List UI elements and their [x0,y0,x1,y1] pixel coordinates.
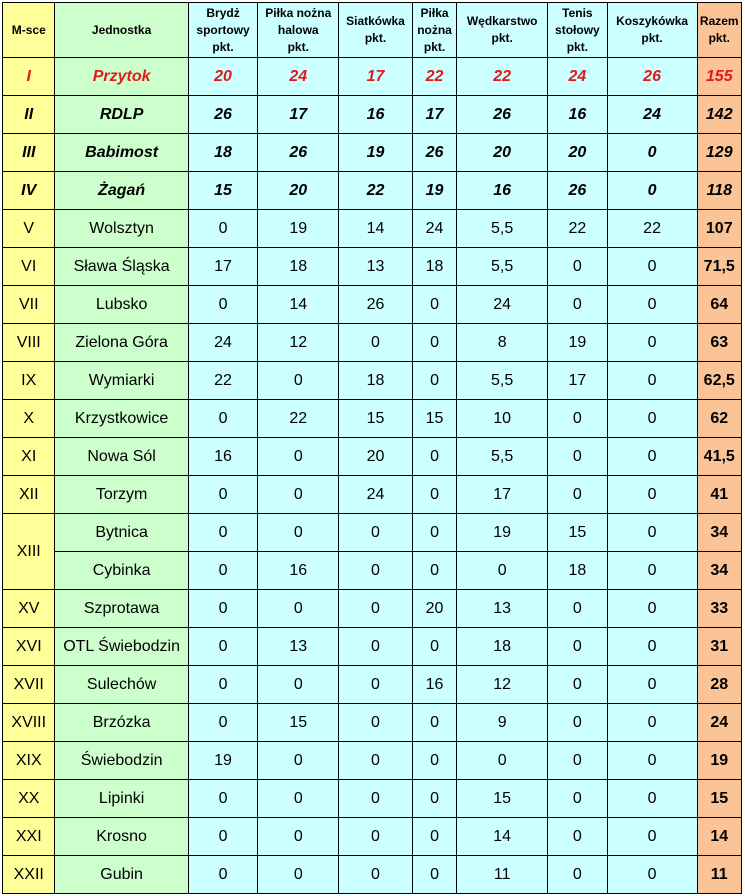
total-cell: 155 [697,58,742,96]
score-cell: 0 [607,780,697,818]
score-cell: 19 [188,742,258,780]
table-row [3,172,742,210]
score-cell: 0 [412,438,456,476]
score-cell: 0 [548,856,608,894]
header-cell-unit [55,3,188,58]
score-cell: 0 [188,666,258,704]
header-label-line: pkt. [641,31,663,45]
score-cell: 26 [258,134,339,172]
total-cell: 118 [697,172,742,210]
header-label-line: sportowy [196,22,250,37]
score-cell: 16 [188,438,258,476]
place-cell: XIII [3,514,55,590]
header-label-line: pkt. [423,39,446,54]
unit-cell: Żagań [55,172,188,210]
table-row [3,818,742,856]
score-cell: 0 [548,400,608,438]
score-cell: 0 [607,514,697,552]
score-cell: 18 [258,248,339,286]
unit-cell: OTL Świebodzin [55,628,188,666]
total-cell: 63 [697,324,742,362]
score-cell: 0 [548,248,608,286]
place-cell: VII [3,286,55,324]
score-cell: 0 [548,818,608,856]
results-table [2,2,742,894]
score-cell: 17 [188,248,258,286]
header-cell-bridge [188,3,258,58]
total-cell: 15 [697,780,742,818]
score-cell: 16 [548,96,608,134]
score-cell: 19 [258,210,339,248]
score-cell: 0 [339,704,413,742]
score-cell: 18 [188,134,258,172]
score-cell: 5,5 [457,248,548,286]
score-cell: 20 [188,58,258,96]
unit-cell: Lipinki [55,780,188,818]
score-cell: 16 [258,552,339,590]
score-cell: 14 [457,818,548,856]
score-cell: 16 [339,96,413,134]
score-cell: 0 [258,780,339,818]
total-cell: 71,5 [697,248,742,286]
total-cell: 41,5 [697,438,742,476]
unit-cell: Wolsztyn [55,210,188,248]
score-cell: 22 [607,210,697,248]
score-cell: 0 [339,324,413,362]
score-cell: 17 [457,476,548,514]
total-cell: 142 [697,96,742,134]
table-row [3,96,742,134]
table-row [3,514,742,552]
score-cell: 0 [412,362,456,400]
header-row [3,3,742,58]
score-cell: 0 [258,438,339,476]
header-label-line: Wędkarstwo [466,14,538,28]
score-cell: 0 [412,324,456,362]
score-cell: 0 [412,704,456,742]
score-cell: 13 [457,590,548,628]
place-cell: XVII [3,666,55,704]
score-cell: 24 [258,58,339,96]
score-cell: 0 [412,742,456,780]
total-cell: 34 [697,514,742,552]
score-cell: 15 [457,780,548,818]
header-label-line: Jednostka [91,22,152,37]
score-cell: 26 [188,96,258,134]
score-cell: 0 [258,818,339,856]
table-row [3,742,742,780]
total-cell: 107 [697,210,742,248]
header-label-line: Razem [699,14,739,28]
score-cell: 8 [457,324,548,362]
total-cell: 34 [697,552,742,590]
place-cell: XVIII [3,704,55,742]
score-cell: 22 [548,210,608,248]
header-cell-total [697,3,742,58]
unit-cell: Krzystkowice [55,400,188,438]
place-cell: XIX [3,742,55,780]
score-cell: 16 [412,666,456,704]
header-label-line: pkt. [491,31,513,45]
score-cell: 24 [607,96,697,134]
score-cell: 20 [258,172,339,210]
score-cell: 15 [412,400,456,438]
score-cell: 15 [339,400,413,438]
total-cell: 28 [697,666,742,704]
score-cell: 0 [188,780,258,818]
score-cell: 22 [412,58,456,96]
score-cell: 5,5 [457,210,548,248]
score-cell: 12 [258,324,339,362]
unit-cell: Gubin [55,856,188,894]
header-label-line: Siatkówka [346,14,405,28]
score-cell: 0 [412,286,456,324]
score-cell: 13 [258,628,339,666]
place-cell: III [3,134,55,172]
unit-cell: Krosno [55,818,188,856]
score-cell: 17 [548,362,608,400]
score-cell: 0 [412,476,456,514]
score-cell: 0 [188,514,258,552]
score-cell: 0 [188,400,258,438]
score-cell: 0 [607,552,697,590]
table-row [3,476,742,514]
score-cell: 19 [548,324,608,362]
total-cell: 62 [697,400,742,438]
table-row [3,400,742,438]
unit-cell: Sława Śląska [55,248,188,286]
score-cell: 0 [188,818,258,856]
place-cell: II [3,96,55,134]
header-label-line: Tenis [562,5,593,20]
place-cell: IX [3,362,55,400]
score-cell: 0 [339,818,413,856]
score-cell: 0 [548,780,608,818]
place-cell: X [3,400,55,438]
score-cell: 0 [339,590,413,628]
unit-cell: Zielona Góra [55,324,188,362]
score-cell: 0 [339,552,413,590]
score-cell: 13 [339,248,413,286]
score-cell: 0 [607,666,697,704]
unit-cell: Lubsko [55,286,188,324]
score-cell: 22 [188,362,258,400]
score-cell: 15 [258,704,339,742]
score-cell: 0 [188,628,258,666]
header-cell-indoor-football [258,3,339,58]
unit-cell: Nowa Sól [55,438,188,476]
header-label-line: stołowy [555,22,600,37]
score-cell: 0 [188,590,258,628]
score-cell: 0 [457,742,548,780]
total-cell: 11 [697,856,742,894]
header-label-line: pkt. [364,31,387,45]
table-row [3,248,742,286]
score-cell: 20 [339,438,413,476]
unit-cell: Bytnica [55,514,188,552]
score-cell: 20 [548,134,608,172]
total-cell: 31 [697,628,742,666]
score-cell: 0 [188,210,258,248]
score-cell: 0 [607,362,697,400]
score-cell: 0 [607,856,697,894]
score-cell: 14 [258,286,339,324]
score-cell: 20 [412,590,456,628]
score-cell: 24 [339,476,413,514]
score-cell: 16 [457,172,548,210]
score-cell: 0 [188,476,258,514]
score-cell: 17 [339,58,413,96]
score-cell: 0 [258,666,339,704]
total-cell: 62,5 [697,362,742,400]
score-cell: 0 [339,742,413,780]
score-cell: 24 [412,210,456,248]
table-row [3,134,742,172]
score-cell: 17 [412,96,456,134]
header-label-line: Piłka nożna [265,5,332,20]
score-cell: 0 [607,438,697,476]
unit-cell: Szprotawa [55,590,188,628]
score-cell: 15 [548,514,608,552]
table-row [3,552,742,590]
score-cell: 0 [258,856,339,894]
unit-cell: Babimost [55,134,188,172]
score-cell: 0 [607,704,697,742]
header-label-line: pkt. [287,39,309,54]
score-cell: 0 [607,742,697,780]
table-row [3,780,742,818]
score-cell: 24 [457,286,548,324]
score-cell: 19 [412,172,456,210]
header-label-line: M-sce [11,22,46,37]
score-cell: 0 [548,742,608,780]
score-cell: 0 [412,818,456,856]
place-cell: VIII [3,324,55,362]
score-cell: 0 [188,704,258,742]
table-row [3,324,742,362]
score-cell: 0 [188,856,258,894]
score-cell: 24 [188,324,258,362]
unit-cell: Sulechów [55,666,188,704]
total-cell: 19 [697,742,742,780]
score-cell: 0 [412,780,456,818]
header-cell-fishing [457,3,548,58]
score-cell: 15 [188,172,258,210]
score-cell: 0 [258,742,339,780]
score-cell: 0 [339,666,413,704]
score-cell: 17 [258,96,339,134]
score-cell: 20 [457,134,548,172]
header-label-line: pkt. [212,39,234,54]
place-cell: XX [3,780,55,818]
table-row [3,704,742,742]
place-cell: I [3,58,55,96]
total-cell: 33 [697,590,742,628]
score-cell: 18 [548,552,608,590]
total-cell: 41 [697,476,742,514]
score-cell: 14 [339,210,413,248]
score-cell: 0 [339,856,413,894]
score-cell: 0 [412,552,456,590]
total-cell: 129 [697,134,742,172]
score-cell: 0 [412,628,456,666]
header-label-line: Koszykówka [616,14,689,28]
unit-cell: Wymiarki [55,362,188,400]
score-cell: 0 [607,286,697,324]
header-label-line: pkt. [566,39,589,54]
score-cell: 19 [339,134,413,172]
total-cell: 24 [697,704,742,742]
score-cell: 0 [607,248,697,286]
header-label-line: Brydż [206,5,240,20]
place-cell: XII [3,476,55,514]
score-cell: 0 [258,590,339,628]
table-row [3,628,742,666]
score-cell: 22 [258,400,339,438]
score-cell: 10 [457,400,548,438]
header-label-line: nożna [417,22,452,37]
score-cell: 18 [339,362,413,400]
score-cell: 19 [457,514,548,552]
score-cell: 0 [188,552,258,590]
unit-cell: RDLP [55,96,188,134]
score-cell: 0 [607,400,697,438]
header-cell-basketball [607,3,697,58]
unit-cell: Cybinka [55,552,188,590]
score-cell: 0 [548,628,608,666]
place-cell: XI [3,438,55,476]
score-cell: 0 [607,476,697,514]
score-cell: 9 [457,704,548,742]
unit-cell: Brzózka [55,704,188,742]
table-row [3,362,742,400]
place-cell: XV [3,590,55,628]
unit-cell: Przytok [55,58,188,96]
score-cell: 0 [258,362,339,400]
score-cell: 0 [548,286,608,324]
score-cell: 11 [457,856,548,894]
score-cell: 0 [548,666,608,704]
place-cell: XXI [3,818,55,856]
header-cell-place [3,3,55,58]
table-row [3,666,742,704]
score-cell: 0 [607,818,697,856]
score-cell: 0 [607,324,697,362]
table-body [3,58,742,894]
unit-cell: Świebodzin [55,742,188,780]
header-label-line: halowa [277,22,319,37]
total-cell: 14 [697,818,742,856]
score-cell: 0 [607,134,697,172]
score-cell: 26 [607,58,697,96]
table-row [3,590,742,628]
score-cell: 5,5 [457,438,548,476]
score-cell: 0 [548,590,608,628]
header-label-line: Piłka [420,5,449,20]
header-label-line: pkt. [708,31,730,45]
score-cell: 0 [339,514,413,552]
table-row [3,210,742,248]
score-cell: 26 [457,96,548,134]
score-cell: 24 [548,58,608,96]
score-cell: 26 [548,172,608,210]
score-cell: 0 [258,514,339,552]
place-cell: VI [3,248,55,286]
place-cell: IV [3,172,55,210]
table-row [3,438,742,476]
score-cell: 0 [607,590,697,628]
score-cell: 12 [457,666,548,704]
table-row [3,286,742,324]
score-cell: 0 [412,514,456,552]
score-cell: 0 [258,476,339,514]
header-cell-football [412,3,456,58]
score-cell: 0 [548,438,608,476]
score-cell: 5,5 [457,362,548,400]
score-cell: 0 [548,476,608,514]
score-cell: 22 [339,172,413,210]
score-cell: 0 [188,286,258,324]
place-cell: XXII [3,856,55,894]
score-cell: 26 [412,134,456,172]
table-row [3,58,742,96]
total-cell: 64 [697,286,742,324]
header-cell-volleyball [339,3,413,58]
score-cell: 26 [339,286,413,324]
score-cell: 0 [339,628,413,666]
score-cell: 0 [548,704,608,742]
score-cell: 18 [457,628,548,666]
place-cell: XVI [3,628,55,666]
unit-cell: Torzym [55,476,188,514]
score-cell: 0 [607,628,697,666]
score-cell: 22 [457,58,548,96]
place-cell: V [3,210,55,248]
table-row [3,856,742,894]
score-cell: 0 [457,552,548,590]
score-cell: 0 [339,780,413,818]
header-cell-table-tennis [548,3,608,58]
score-cell: 0 [412,856,456,894]
score-cell: 0 [607,172,697,210]
score-cell: 18 [412,248,456,286]
